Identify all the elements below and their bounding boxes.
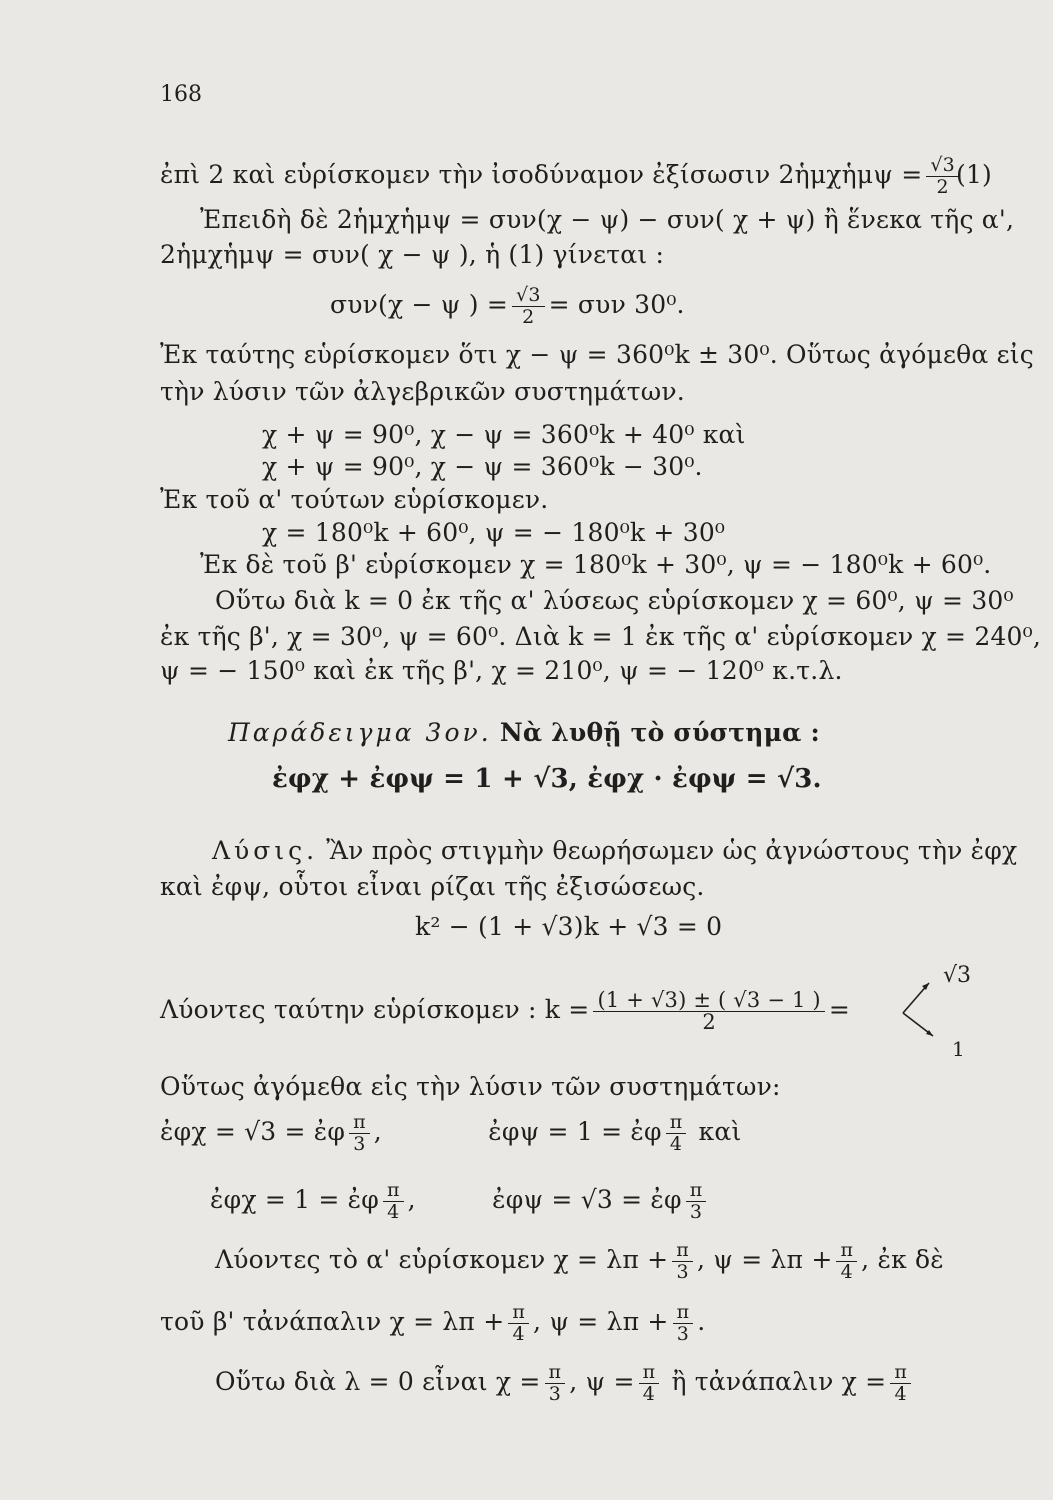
- line-2: Ἐπειδὴ δὲ 2ἡμχἡμψ = συν(χ − ψ) − συν( χ + ψ) ἢ ἕνεκα τῆς α',: [200, 205, 1015, 234]
- line-3: 2ἡμχἡμψ = συν( χ − ψ ), ἡ (1) γίνεται :: [160, 240, 665, 269]
- example-label: Παράδειγμα 3ον.: [228, 718, 492, 747]
- line-19: Λύοντες ταύτην εὑρίσκομεν : k = $\frac{(1 + √3) \pm ( √3 - 1 )}{2}$ =: [160, 988, 850, 1034]
- line-4: συν(χ − ψ ) = $\frac{√3}{2}$ = συν 30⁰.: [330, 284, 685, 328]
- line-25: Οὕτω διὰ λ = 0 εἶναι χ = $\frac{\pi}{3}$ , ψ = $\frac{\pi}{4}$ ἢ τἀνάπαλιν χ = $\frac{\pi}{4}$: [215, 1362, 915, 1405]
- line-17: καὶ ἐφψ, οὗτοι εἶναι ρίζαι τῆς ἐξισώσεως.: [160, 872, 705, 901]
- line-12: Οὕτω διὰ k = 0 ἐκ τῆς α' λύσεως εὑρίσκομεν χ = 60⁰, ψ = 30⁰: [215, 586, 1014, 615]
- line-5: Ἐκ ταύτης εὑρίσκομεν ὅτι χ − ψ = 360⁰k ± 30⁰. Οὕτως ἀγόμεθα εἰς: [160, 340, 1034, 369]
- line-23: Λύοντες τὸ α' εὑρίσκομεν χ = λπ + $\frac{\pi}{3}$ , ψ = λπ + $\frac{\pi}{4}$ , ἐκ δὲ: [215, 1239, 944, 1283]
- line-14: ψ = − 150⁰ καὶ ἐκ τῆς β', χ = 210⁰, ψ = − 120⁰ κ.τ.λ.: [160, 656, 843, 685]
- fraction-sqrt3-over-2: $\frac{√3}{2}$: [926, 155, 959, 198]
- solution-line: [212, 836, 1017, 866]
- fraction-sqrt3-over-2-b: $\frac{√3}{2}$: [512, 285, 545, 328]
- branch-arrows-icon: [895, 958, 972, 1068]
- line-11: Ἐκ δὲ τοῦ β' εὑρίσκομεν χ = 180⁰k + 30⁰, ψ = − 180⁰k + 60⁰.: [200, 550, 992, 579]
- line-20: Οὕτως ἀγόμεθα εἰς τὴν λύσιν τῶν συστημάτων:: [160, 1072, 781, 1101]
- line-13: ἐκ τῆς β', χ = 30⁰, ψ = 60⁰. Διὰ k = 1 ἐκ τῆς α' εὑρίσκομεν χ = 240⁰,: [160, 622, 1042, 651]
- root-fraction: $\frac{(1 + √3) \pm ( √3 - 1 )}{2}$: [593, 990, 824, 1033]
- line-9: Ἐκ τοῦ α' τούτων εὑρίσκομεν.: [160, 485, 549, 514]
- equation-tag: (1): [956, 160, 993, 189]
- line-21: ἐφχ = √3 = ἐφ $\frac{\pi}{3}$ , ἐφψ = 1 = ἐφ $\frac{\pi}{4}$ καὶ: [160, 1111, 742, 1155]
- root-bottom: 1: [952, 1037, 965, 1061]
- line-22: ἐφχ = 1 = ἐφ $\frac{\pi}{4}$ , ἐφψ = √3 = ἐφ $\frac{\pi}{3}$: [210, 1180, 710, 1223]
- solution-label: Λύσις.: [212, 836, 319, 865]
- example-title: Νὰ λυθῇ τὸ σύστημα :: [499, 718, 820, 747]
- line-1: [160, 155, 963, 198]
- example-heading: [228, 718, 820, 748]
- line-6: τὴν λύσιν τῶν ἀλγεβρικῶν συστημάτων.: [160, 377, 685, 406]
- line-1-text: ἐπὶ 2 καὶ εὑρίσκομεν τὴν ἰσοδύναμον ἐξίσωσιν 2ἡμχἡμψ =: [160, 160, 923, 189]
- line-8: χ + ψ = 90⁰, χ − ψ = 360⁰k − 30⁰.: [262, 452, 703, 481]
- line-24: τοῦ β' τἀνάπαλιν χ = λπ + $\frac{\pi}{4}$ , ψ = λπ + $\frac{\pi}{3}$ .: [160, 1301, 706, 1345]
- root-top: √3: [943, 963, 972, 988]
- line-10: χ = 180⁰k + 60⁰, ψ = − 180⁰k + 30⁰: [262, 518, 726, 547]
- page-number: 168: [160, 82, 202, 107]
- solution-text: Ἂν πρὸς στιγμὴν θεωρήσωμεν ὡς ἀγνώστους τὴν ἐφχ: [326, 836, 1018, 865]
- quadratic-equation: k² − (1 + √3)k + √3 = 0: [415, 912, 723, 941]
- line-7: χ + ψ = 90⁰, χ − ψ = 360⁰k + 40⁰ καὶ: [262, 420, 746, 449]
- example-equation: ἐφχ + ἐφψ = 1 + √3, ἐφχ · ἐφψ = √3.: [272, 764, 822, 794]
